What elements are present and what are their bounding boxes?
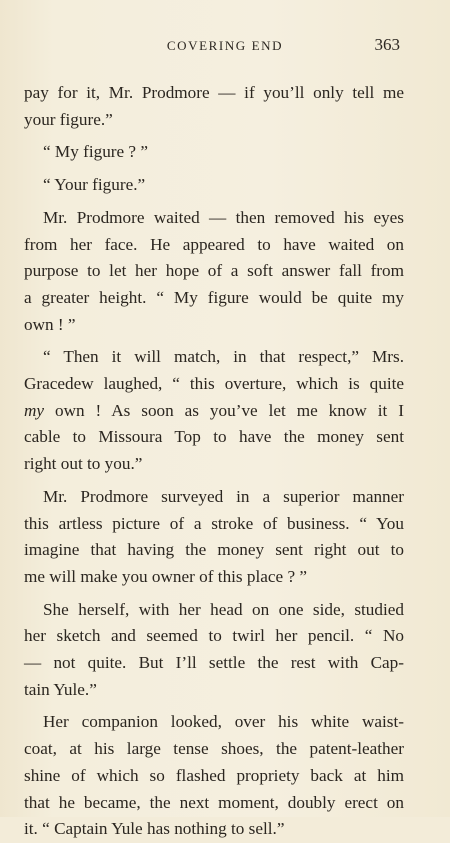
text-line: her sketch and seemed to twirl her pencil. “ No xyxy=(24,626,404,646)
running-title: COVERING END xyxy=(166,38,284,53)
text-line: right out to you.” xyxy=(24,454,143,474)
paragraph xyxy=(24,484,404,591)
text-line: from her face. He appeared to have waited on xyxy=(24,234,404,254)
text-line: Mr. Prodmore surveyed in a superior manner xyxy=(43,486,404,506)
text-line: Mr. Prodmore waited — then removed his eyes xyxy=(43,207,404,227)
paragraph xyxy=(24,172,404,199)
text-line: purpose to let her hope of a soft answer fall from xyxy=(24,261,404,281)
text-line: shine of which so flashed propriety back at him xyxy=(24,765,404,785)
text-line: that he became, the next moment, doubly erect on xyxy=(24,792,404,812)
text-line: your figure.” xyxy=(24,109,113,129)
paragraph xyxy=(24,344,404,478)
text-line: tain Yule.” xyxy=(24,679,97,699)
text-line: “ Your figure.” xyxy=(43,175,146,195)
text-line: Her companion looked, over his white waist- xyxy=(43,712,404,732)
paragraph xyxy=(24,139,404,166)
text-line: Gracedew laughed, “ this overture, which is quite xyxy=(24,374,404,394)
text-line: me will make you owner of this place ? ” xyxy=(24,566,308,586)
text-line: my own ! As soon as you’ve let me know it I xyxy=(24,400,404,420)
paragraph xyxy=(24,80,404,133)
text-line: She herself, with her head on one side, studied xyxy=(43,599,404,619)
paragraph xyxy=(24,709,404,843)
text-line: imagine that having the money sent right out to xyxy=(24,540,404,560)
text-line: “ Then it will match, in that respect,” Mrs. xyxy=(43,347,404,367)
text-line: it. “ Captain Yule has nothing to sell.” xyxy=(24,819,285,839)
page-number: 363 xyxy=(374,35,400,54)
paragraph xyxy=(24,205,404,339)
paragraph xyxy=(24,597,404,704)
text-line: coat, at his large tense shoes, the patent-leather xyxy=(24,739,404,759)
text-line: pay for it, Mr. Prodmore — if you’ll only tell me xyxy=(24,83,404,102)
text-line: this artless picture of a stroke of business. “ You xyxy=(24,513,404,533)
running-head xyxy=(0,35,450,62)
text-line: “ My figure ? ” xyxy=(43,142,148,162)
text-line: a greater height. “ My figure would be quite my xyxy=(24,287,404,307)
text-line: cable to Missoura Top to have the money sent xyxy=(24,427,404,447)
body-text xyxy=(24,80,404,843)
text-line: — not quite. But I’ll settle the rest with Cap- xyxy=(24,653,404,673)
text-line: own ! ” xyxy=(24,314,76,334)
